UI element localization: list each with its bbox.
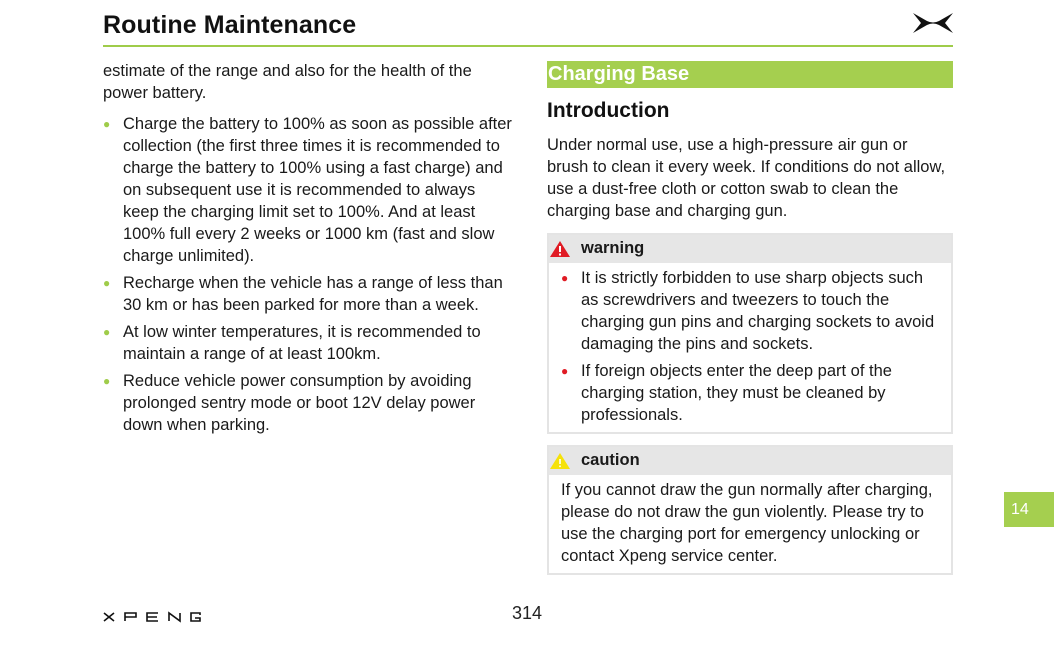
warning-triangle-icon xyxy=(549,240,571,258)
caution-triangle-icon xyxy=(549,452,571,470)
list-item: ● It is strictly forbidden to use sharp objects such as screwdrivers and tweezers to touch the charging gun pins and charging sockets to avoid damaging the pins and sockets. xyxy=(561,269,935,353)
bullet-icon: ● xyxy=(103,374,111,388)
warning-label: warning xyxy=(581,239,645,257)
bullet-icon: ● xyxy=(561,364,569,378)
bullet-icon: ● xyxy=(103,276,111,290)
list-item: ● Recharge when the vehicle has a range of less than 30 km or has been parked for more than a week. xyxy=(103,274,503,314)
chapter-tab[interactable]: 14 xyxy=(1004,492,1054,527)
page-title: Routine Maintenance xyxy=(103,11,357,39)
caution-box xyxy=(547,445,953,575)
list-item: ● At low winter temperatures, it is recommended to maintain a range of at least 100km. xyxy=(103,323,481,363)
header-rule xyxy=(103,45,953,47)
list-item: ● Reduce vehicle power consumption by avoiding prolonged sentry mode or boot 12V delay power down when parking. xyxy=(103,372,476,434)
subheading: Introduction xyxy=(547,99,670,122)
warning-body xyxy=(549,263,951,432)
caution-body xyxy=(549,475,951,573)
bullet-icon: ● xyxy=(103,325,111,339)
left-column xyxy=(103,60,513,441)
continued-paragraph: estimate of the range and also for the health of the power battery. xyxy=(103,62,472,102)
bullet-icon: ● xyxy=(103,117,111,131)
caution-label: caution xyxy=(581,451,640,469)
bullet-icon: ● xyxy=(561,271,569,285)
xpeng-wordmark-icon xyxy=(103,611,201,623)
xpeng-x-logo-icon xyxy=(912,11,954,35)
battery-tips-list xyxy=(103,113,513,436)
list-item: ● If foreign objects enter the deep part of the charging station, they must be cleaned by professionals. xyxy=(561,362,892,424)
section-title: Charging Base xyxy=(547,61,953,88)
list-item: ● Charge the battery to 100% as soon as possible after collection (the first three times it is recommended to charge the battery to 100% using a fast charge) and on subsequent use it is recommended to always keep the charging limit set to 100%. And at least 100% full every 2 weeks or 1000 km (fast and slow charge unlimited). xyxy=(103,115,512,265)
right-column xyxy=(547,61,953,575)
caution-header xyxy=(549,447,951,475)
intro-paragraph: Under normal use, use a high-pressure air gun or brush to clean it every week. If conditions do not allow, use a dust-free cloth or cotton swab to clean the charging base and charging gun. xyxy=(547,136,946,220)
footer-brand-logo xyxy=(103,610,201,628)
caution-text: If you cannot draw the gun normally after charging, please do not draw the gun violently. Please try to use the charging port for emergency unlocking or contact Xpeng service center. xyxy=(561,481,933,565)
warning-box xyxy=(547,233,953,434)
warning-header xyxy=(549,235,951,263)
page-number: 314 xyxy=(512,603,543,623)
